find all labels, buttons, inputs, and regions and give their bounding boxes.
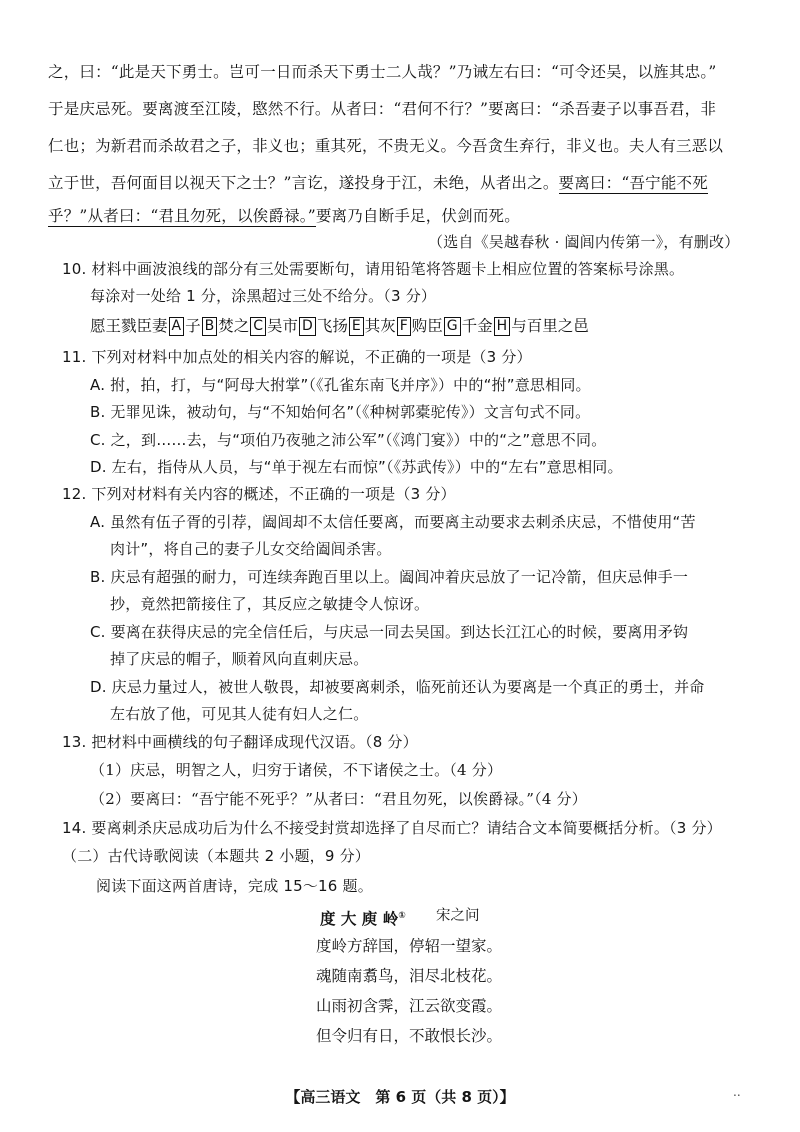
section-2-intro: 阅读下面这两首唐诗，完成 15～16 题。 <box>96 877 373 895</box>
q10-segment: 愿王戮臣妻 <box>90 317 168 335</box>
q10-option-d-box[interactable]: D <box>299 317 316 336</box>
corner-mark: .. <box>733 1085 741 1099</box>
q10-segmentation-row <box>90 315 589 337</box>
q12-option-b-line-2: 抄，竟然把箭接住了，其反应之敏捷令人惊讶。 <box>110 595 430 613</box>
q13-sentence-2: （2）要离曰：“吾宁能不死乎？”从者曰：“君且勿死，以俟爵禄。”（4 分） <box>90 790 587 808</box>
q12-stem: 12. 下列对材料有关内容的概述，不正确的一项是（3 分） <box>62 485 456 503</box>
passage-source: （选自《吴越春秋 · 阖闾内传第一》，有删改） <box>428 233 740 251</box>
q11-stem: 11. 下列对材料中加点处的相关内容的解说，不正确的一项是（3 分） <box>62 348 532 366</box>
passage-line-3: 仁也；为新君而杀故君之子，非义也；重其死，不贵无义。今吾贪生弃行，非义也。夫人有三恶以 <box>48 137 724 155</box>
poem-title-text: 度 大 庾 岭 <box>320 910 399 929</box>
q12-option-a-line-2: 肉计”，将自己的妻子儿女交给阖闾杀害。 <box>110 540 392 558</box>
q10-segment: 吴市 <box>267 317 299 335</box>
q11-option-d: D. 左右，指侍从人员，与“单于视左右而惊”（《苏武传》）中的“左右”意思相同。 <box>90 458 623 476</box>
q11-option-c: C. 之，到……去，与“项伯乃夜驰之沛公军”（《鸿门宴》）中的“之”意思不同。 <box>90 431 607 449</box>
q11-option-b: B. 无罪见诛，被动句，与“不知始何名”（《种树郭橐驼传》）文言句式不同。 <box>90 403 591 421</box>
q10-segment: 飞扬 <box>316 317 348 335</box>
q12-option-c-line-2: 掉了庆忌的帽子，顺着风向直刺庆忌。 <box>110 650 369 668</box>
q10-segment: 与百里之邑 <box>511 317 589 335</box>
poem-line-1: 度岭方辞国，停轺一望家。 <box>316 937 503 955</box>
poem-author: 宋之问 <box>436 908 480 924</box>
poem-footnote-mark: ① <box>398 911 406 921</box>
poem-title <box>320 906 406 929</box>
passage-line-2: 于是庆忌死。要离渡至江陵，愍然不行。从者曰：“君何不行？”要离曰：“杀吾妻子以事吾君，非 <box>48 100 717 118</box>
q10-option-c-box[interactable]: C <box>250 317 266 336</box>
q10-option-e-box[interactable]: E <box>349 317 364 336</box>
q10-segment: 购臣 <box>411 317 443 335</box>
poem-line-4: 但令归有日，不敢恨长沙。 <box>316 1027 503 1045</box>
passage-line-4 <box>48 173 708 193</box>
underlined-sentence-part-1: 要离曰：“吾宁能不死 <box>558 174 708 192</box>
q10-option-f-box[interactable]: F <box>397 317 411 336</box>
poem-line-2: 魂随南翥鸟，泪尽北枝花。 <box>316 967 503 985</box>
underlined-sentence-part-2: 乎？”从者曰：“君且勿死，以俟爵禄。” <box>48 207 316 225</box>
q10-option-g-box[interactable]: G <box>444 317 461 336</box>
q10-segment: 子 <box>185 317 201 335</box>
q10-option-h-box[interactable]: H <box>494 317 511 336</box>
page-footer: 【高三语文 第 6 页（共 8 页）】 <box>285 1088 515 1106</box>
q12-option-d-line-1: D. 庆忌力量过人，被世人敬畏，却被要离刺杀，临死前还认为要离是一个真正的勇士，并命 <box>90 678 705 696</box>
section-2-heading: （二）古代诗歌阅读（本题共 2 小题，9 分） <box>62 847 370 865</box>
q12-option-c-line-1: C. 要离在获得庆忌的完全信任后，与庆忌一同去吴国。到达长江江心的时候，要离用矛钩 <box>90 623 689 641</box>
q11-option-a: A. 拊，拍，打，与“阿母大拊掌”（《孔雀东南飞并序》）中的“拊”意思相同。 <box>90 376 591 394</box>
poem-line-3: 山雨初含霁，江云欲变霞。 <box>316 997 503 1015</box>
q13-sentence-1: （1）庆忌，明智之人，归穷于诸侯，不下诸侯之士。（4 分） <box>90 761 503 779</box>
q10-segment: 千金 <box>461 317 493 335</box>
q10-stem-line-1: 10. 材料中画波浪线的部分有三处需要断句，请用铅笔将答题卡上相应位置的答案标号涂黑。 <box>62 260 685 278</box>
q12-option-a-line-1: A. 虽然有伍子胥的引荐，阖闾却不太信任要离，而要离主动要求去刺杀庆忌，不惜使用“苦 <box>90 513 696 531</box>
q14-stem: 14. 要离刺杀庆忌成功后为什么不接受封赏却选择了自尽而亡？请结合文本简要概括分析。（3 分） <box>62 819 722 837</box>
q10-segment: 其灰 <box>364 317 396 335</box>
passage-line-5-text: 要离乃自断手足，伏剑而死。 <box>315 207 520 225</box>
q10-option-b-box[interactable]: B <box>202 317 218 336</box>
passage-line-1: 之，曰：“此是天下勇士。岂可一日而杀天下勇士二人哉？”乃诫左右曰：“可令还吴，以旌其忠。” <box>48 63 717 81</box>
q10-stem-line-2: 每涂对一处给 1 分，涂黑超过三处不给分。（3 分） <box>90 287 437 305</box>
q12-option-b-line-1: B. 庆忌有超强的耐力，可连续奔跑百里以上。阖闾冲着庆忌放了一记冷箭，但庆忌伸手一 <box>90 568 689 586</box>
q10-segment: 焚之 <box>218 317 250 335</box>
passage-line-5 <box>48 206 520 226</box>
q12-option-d-line-2: 左右放了他，可见其人徒有妇人之仁。 <box>110 705 369 723</box>
passage-line-4-text: 立于世，吾何面目以视天下之士？”言讫，遂投身于江，未绝，从者出之。 <box>48 174 559 192</box>
q13-stem: 13. 把材料中画横线的句子翻译成现代汉语。（8 分） <box>62 733 418 751</box>
q10-option-a-box[interactable]: A <box>169 317 185 336</box>
